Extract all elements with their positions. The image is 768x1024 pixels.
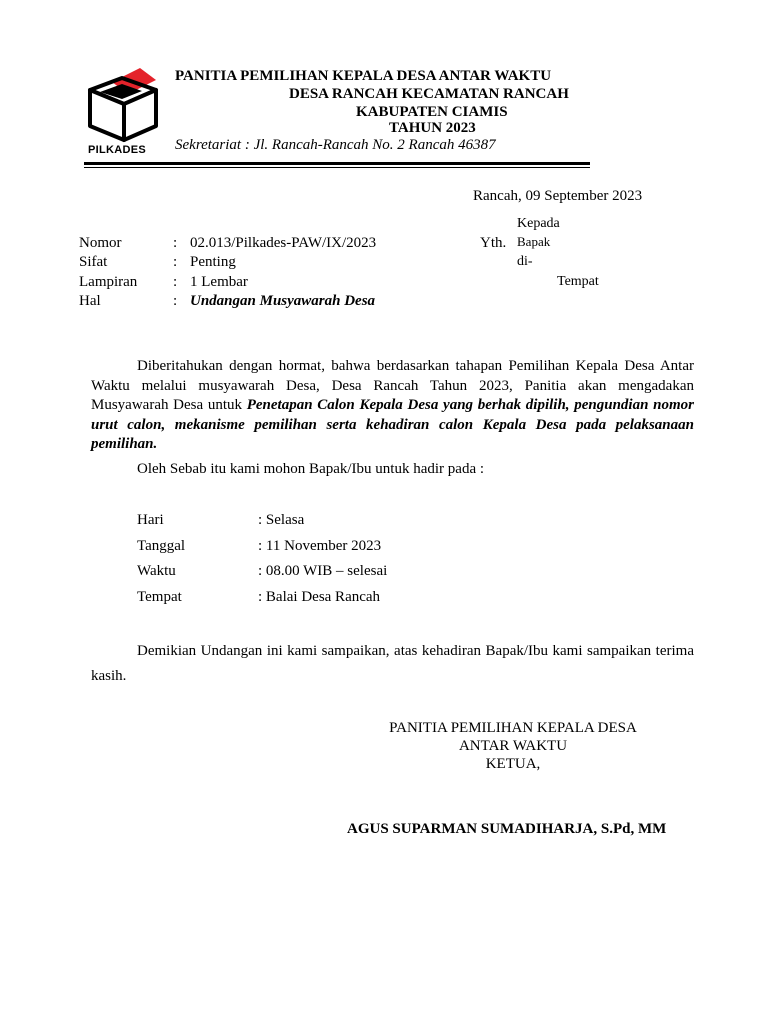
body-paragraph-closing: [91, 639, 694, 689]
meta-label-hal: Hal: [79, 293, 101, 309]
letterhead-divider: [84, 162, 590, 165]
schedule-value-tempat: : Balai Desa Rancah: [258, 589, 381, 605]
schedule-value-waktu: : 08.00 WIB – selesai: [258, 563, 388, 579]
schedule-value-hari: : Selasa: [258, 512, 305, 528]
closing-text: Demikian Undangan ini kami sampaikan, atas kehadiran Bapak/Ibu kami sampaikan terima kasih.: [91, 643, 694, 684]
body-paragraph-request: Oleh Sebab itu kami mohon Bapak/Ibu untuk hadir pada :: [137, 461, 485, 477]
letterhead-title: PANITIA PEMILIHAN KEPALA DESA ANTAR WAKTU: [175, 68, 552, 84]
place-date: Rancah, 09 September 2023: [473, 188, 643, 204]
meta-colon: :: [173, 235, 178, 251]
meta-label-sifat: Sifat: [79, 254, 108, 270]
letterhead-year: TAHUN 2023: [389, 120, 476, 136]
meta-value-sifat: Penting: [190, 254, 236, 270]
signature-committee: PANITIA PEMILIHAN KEPALA DESA: [389, 720, 637, 736]
recipient-kepada: Kepada: [517, 216, 560, 231]
schedule-label-hari: Hari: [137, 512, 164, 528]
meta-colon: :: [173, 254, 178, 270]
opening-agenda: Penetapan Calon Kepala Desa yang berhak dipilih, pengundian nomor urut calon, mekanisme pemilihan serta kehadiran calon Kepala Desa pada pelaksanaan pemilihan.: [91, 397, 694, 452]
signature-committee-sub: ANTAR WAKTU: [458, 738, 568, 754]
recipient-yth: Yth.: [480, 235, 507, 251]
meta-value-lampiran: 1 Lembar: [190, 274, 248, 290]
recipient-tempat: Tempat: [557, 274, 599, 289]
meta-colon: :: [173, 274, 178, 290]
letterhead-divider-thin: [84, 167, 590, 168]
body-paragraph-opening: [91, 357, 694, 455]
meta-label-nomor: Nomor: [79, 235, 122, 251]
signatory-name: AGUS SUPARMAN SUMADIHARJA, S.Pd, MM: [347, 821, 667, 837]
pilkades-logo: [82, 64, 164, 160]
letterhead-address: Sekretariat : Jl. Rancah-Rancah No. 2 Rancah 46387: [175, 137, 496, 153]
letterhead-regency: KABUPATEN CIAMIS: [356, 104, 508, 120]
signature-role: KETUA,: [485, 756, 541, 772]
schedule-label-tempat: Tempat: [137, 589, 182, 605]
meta-value-nomor: 02.013/Pilkades-PAW/IX/2023: [190, 235, 377, 251]
recipient-di: di-: [517, 254, 533, 269]
logo-caption: PILKADES: [88, 144, 147, 156]
meta-label-lampiran: Lampiran: [79, 274, 138, 290]
recipient-bapak: Bapak: [517, 234, 551, 249]
opening-text: Diberitahukan dengan hormat, bahwa berdasarkan tahapan Pemilihan Kepala Desa Antar Waktu melalui musyawarah Desa, Desa Rancah Tahun 2023, Panitia akan mengadakan Musyawarah Desa untuk: [91, 358, 694, 413]
schedule-value-tanggal: : 11 November 2023: [258, 538, 382, 554]
letterhead-village: DESA RANCAH KECAMATAN RANCAH: [289, 86, 569, 102]
schedule-label-waktu: Waktu: [137, 563, 176, 579]
meta-colon: :: [173, 293, 178, 309]
schedule-label-tanggal: Tanggal: [137, 538, 186, 554]
meta-value-hal: Undangan Musyawarah Desa: [190, 293, 376, 309]
